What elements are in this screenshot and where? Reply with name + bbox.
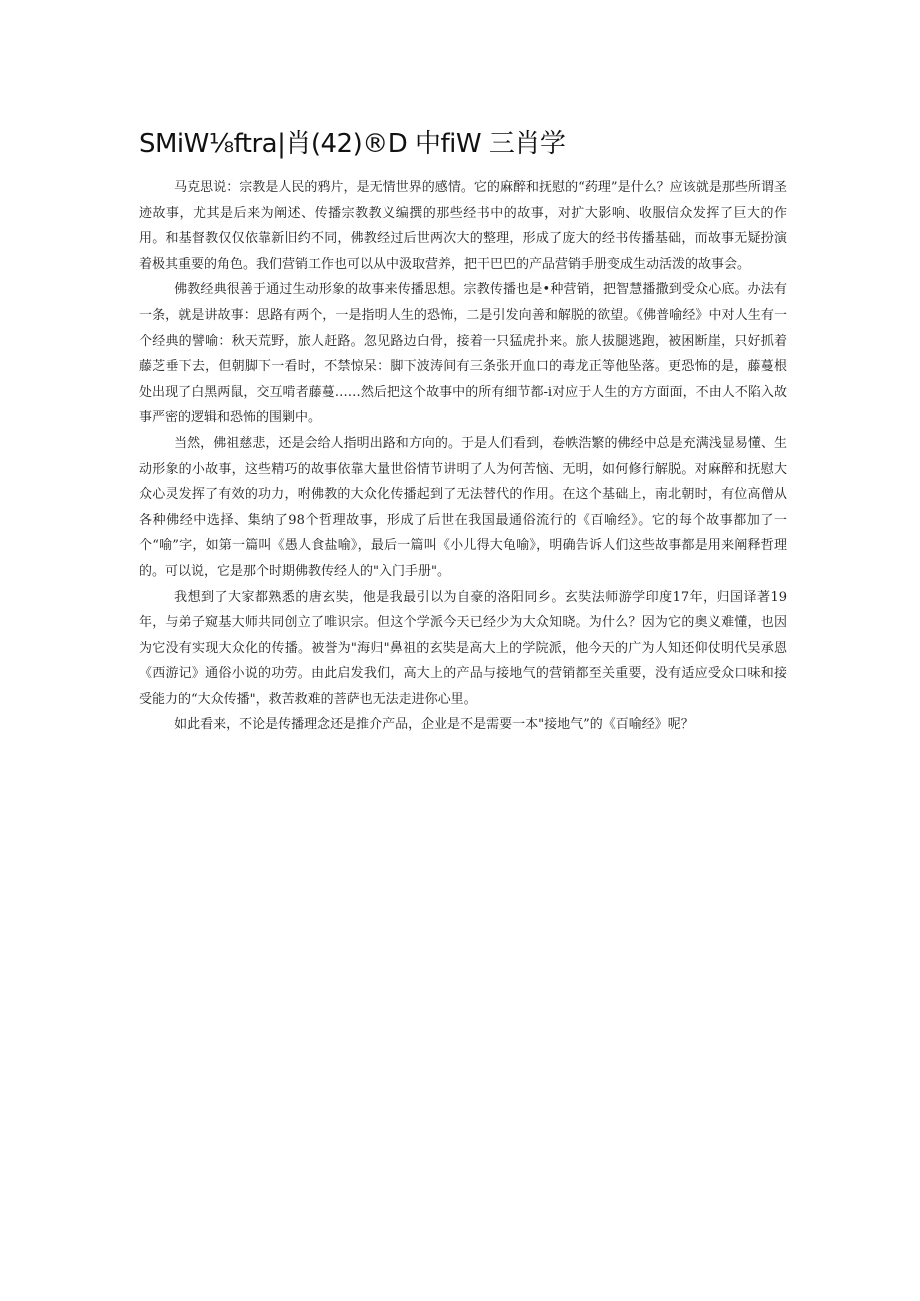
document-title: SMiW⅛ftra|肖(42)®D 中fiW 三肖学 (139, 129, 566, 159)
paragraph-4: 我想到了大家都熟悉的唐玄奘，他是我最引以为自豪的洛阳同乡。玄奘法师游学印度17年，归国译著19年，与弟子窥基大师共同创立了唯识宗。但这个学派今天已经少为大众知晓。为什么？因为它的奥义难懂，也因为它没有实现大众化的传播。被誉为"海归"鼻祖的玄奘是高大上的学院派，他今天的广为人知还仰仗明代吴承恩《西游记》通俗小说的功劳。由此启发我们，高大上的产品与接地气的营销都至关重要，没有适应受众口味和接受能力的“大众传播"，救苦救难的菩萨也无法走进你心里。 (139, 589, 787, 707)
paragraph-5: 如此看来，不论是传播理念还是推介产品，企业是不是需要一本"接地气”的《百喻经》呢？ (174, 717, 694, 733)
paragraph-3: 当然，佛祖慈悲，还是会给人指明出路和方向的。于是人们看到，卷帙浩繁的佛经中总是充满浅显易懂、生动形象的小故事，这些精巧的故事依靠大量世俗情节讲明了人为何苦恼、无明，如何修行解脱。对麻醉和抚慰大众心灵发挥了有效的功力，咐佛教的大众化传播起到了无法替代的作用。在这个基础上，南北朝时，有位高僧从各种佛经中选择、集纳了98个哲理故事，形成了后世在我国最通俗流行的《百喻经》。它的每个故事都加了一个“喻”字，如第一篇叫《愚人食盐喻》，最后一篇叫《小儿得大龟喻》，明确告诉人们这些故事都是用来阐释哲理的。可以说，它是那个时期佛教传经人的"入门手册"。 (139, 435, 787, 579)
document-body (139, 175, 787, 738)
paragraph-1: 马克思说：宗教是人民的鸦片，是无情世界的感情。它的麻醉和抚慰的“药理”是什么？应该就是那些所谓圣迹故事，尤其是后来为阐述、传播宗教教义编撰的那些经书中的故事，对扩大影响、收服信众发挥了巨大的作用。和基督教仅仅依靠新旧约不同，佛教经过后世两次大的整理，形成了庞大的经书传播基础，而故事无疑扮演着极其重要的角色。我们营销工作也可以从中汲取营养，把干巴巴的产品营销手册变成生动活泼的故事会。 (139, 180, 787, 272)
paragraph-2: 佛教经典很善于通过生动形象的故事来传播思想。宗教传播也是•种营销，把智慧播撒到受众心底。办法有一条，就是讲故事：思路有两个，一是指明人生的恐怖，二是引发向善和解脱的欲望。《佛普喻经》中对人生有一个经典的譬喻：秋天荒野，旅人赶路。忽见路边白骨，接着一只猛虎扑来。旅人拔腿逃跑，被困断崖，只好抓着藤芝垂下去，但朝脚下一看时，不禁惊呆：脚下波涛间有三条张开血口的毒龙正等他坠落。更恐怖的是，藤蔓根处出现了白黑两鼠，交互啃者藤蔓……然后把这个故事中的所有细节都-i对应于人生的方方面面，不由人不陷入故事严密的逻辑和恐怖的围剿中。 (139, 282, 787, 426)
